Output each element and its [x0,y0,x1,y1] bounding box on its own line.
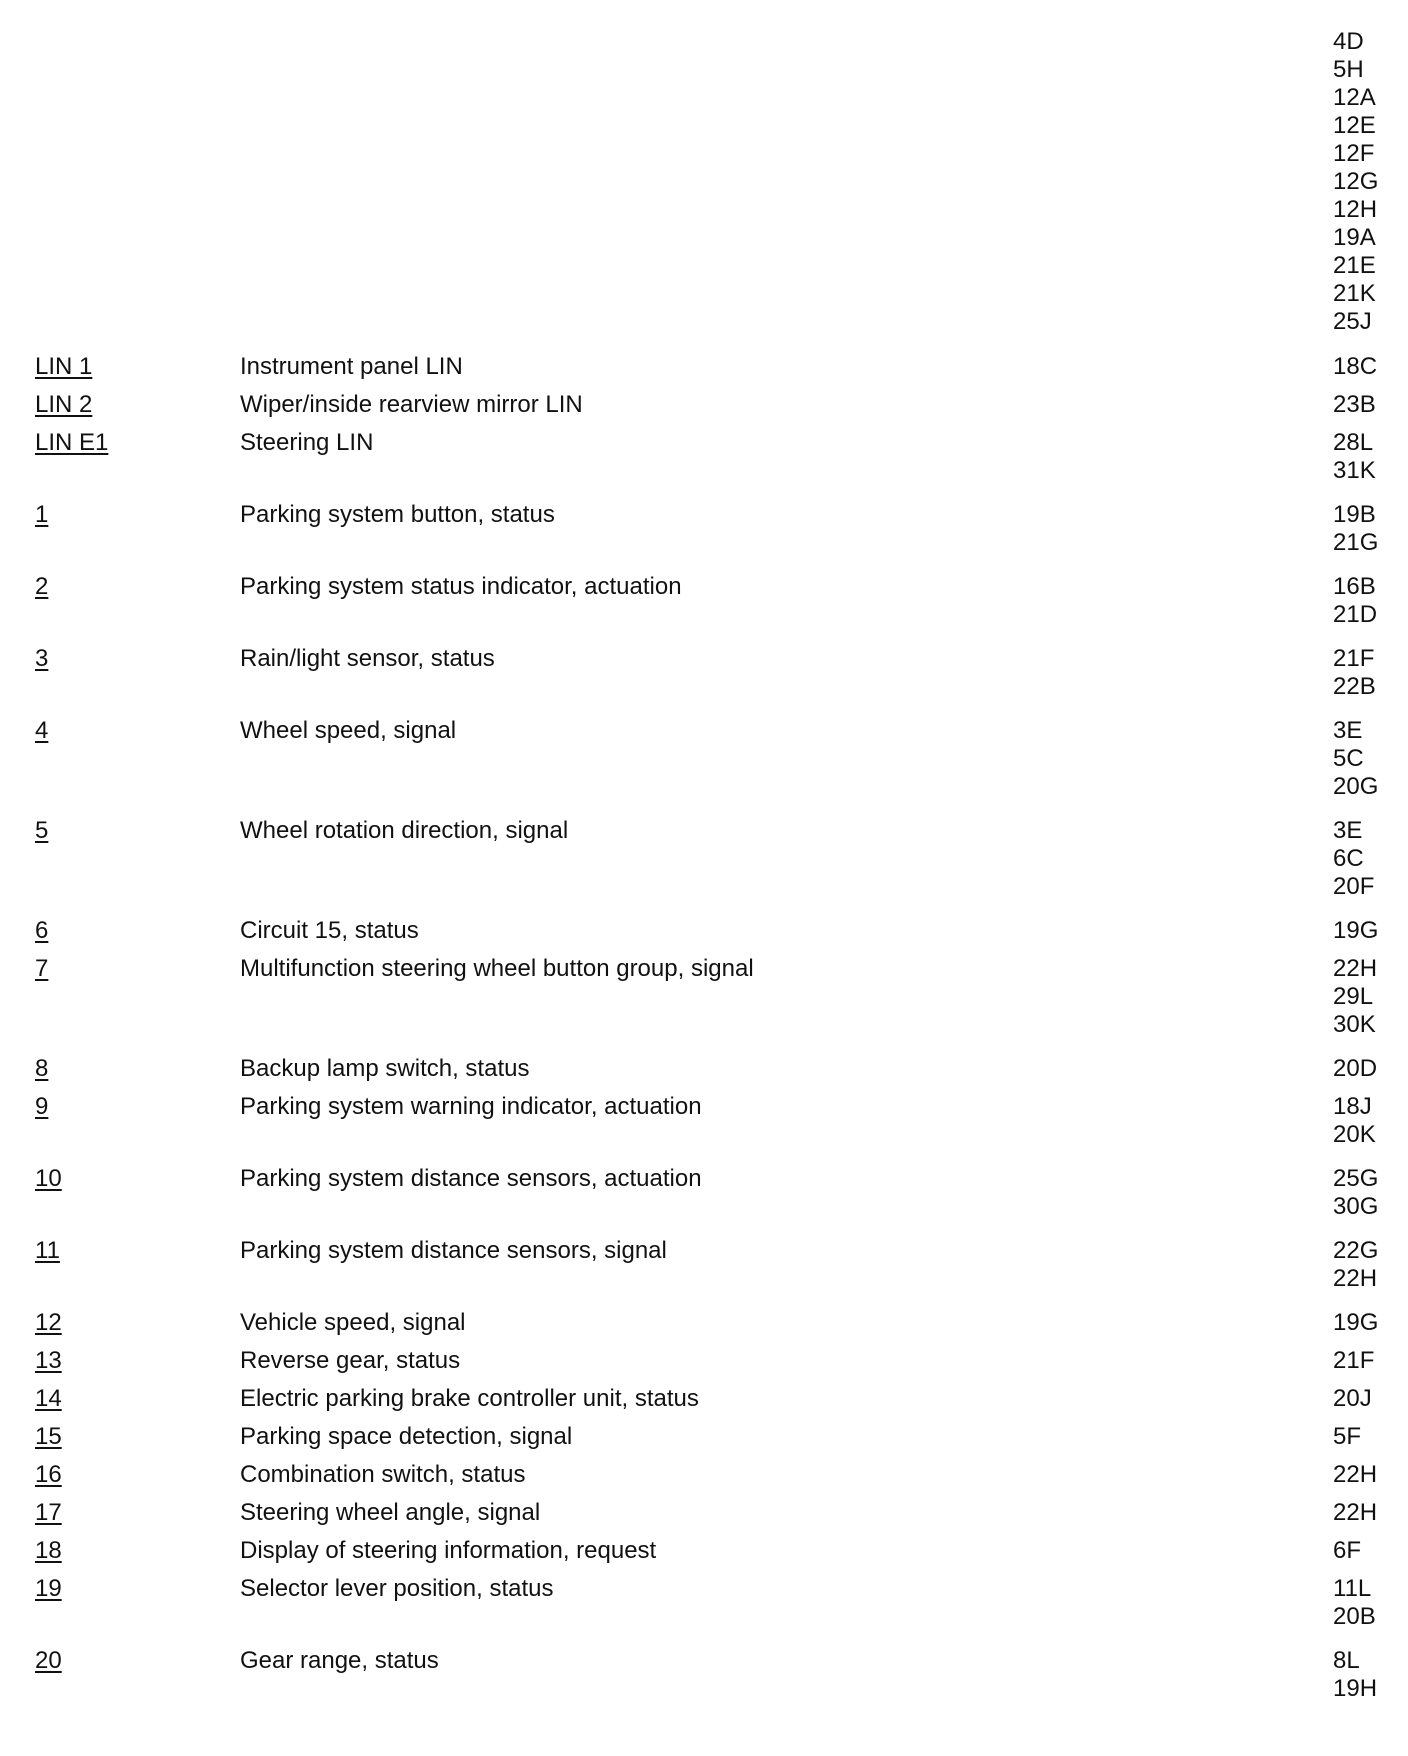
signal-description: Display of steering information, request [240,1537,657,1564]
signal-description: Steering wheel angle, signal [240,1499,541,1526]
signal-reference-list [1333,1093,1376,1149]
page-reference: 19G [1333,1309,1379,1336]
page-reference: 3E [1333,717,1363,744]
page-reference: 5C [1333,745,1364,772]
page-reference: 12A [1333,84,1376,111]
page-reference: 20K [1333,1121,1376,1148]
signal-code-link[interactable]: 19 [35,1575,62,1602]
signal-reference-list [1333,1461,1377,1489]
page-reference: 20D [1333,1055,1378,1082]
signal-code-link[interactable]: LIN 1 [35,353,93,380]
page-reference: 4D [1333,28,1364,55]
signal-reference-list [1333,1575,1376,1631]
page-reference: 21D [1333,601,1378,628]
page-reference: 21G [1333,529,1379,556]
signal-description: Wiper/inside rearview mirror LIN [240,391,583,418]
page-reference: 20F [1333,873,1375,900]
signal-description: Wheel speed, signal [240,717,457,744]
signal-reference-list [1333,1165,1378,1221]
signal-code-link[interactable]: 18 [35,1537,62,1564]
page-reference: 5H [1333,56,1364,83]
page-reference: 5F [1333,1423,1362,1450]
signal-description: Multifunction steering wheel button group, signal [240,955,754,982]
page-reference: 12H [1333,196,1378,223]
signal-code-link[interactable]: 14 [35,1385,62,1412]
page-reference: 12E [1333,112,1376,139]
signal-description: Parking system distance sensors, actuation [240,1165,702,1192]
signal-reference-list [1333,1537,1361,1565]
signal-reference-list [1333,353,1377,381]
page-reference: 21F [1333,1347,1375,1374]
signal-description: Parking space detection, signal [240,1423,573,1450]
page-reference: 12G [1333,168,1379,195]
page-reference: 19G [1333,917,1379,944]
page-reference: 25J [1333,308,1372,335]
signal-code-link[interactable]: 5 [35,817,49,844]
page-reference: 8L [1333,1647,1360,1674]
page-reference: 21E [1333,252,1376,279]
page-reference: 20G [1333,773,1379,800]
page-reference: 28L [1333,429,1374,456]
signal-code-link[interactable]: 13 [35,1347,62,1374]
page-reference: 22H [1333,955,1378,982]
signal-reference-list [1333,1499,1377,1527]
signal-description: Circuit 15, status [240,917,419,944]
page-reference: 21K [1333,280,1376,307]
signal-reference-list [1333,429,1376,485]
signal-code-link[interactable]: 10 [35,1165,62,1192]
signal-code-link[interactable]: LIN 2 [35,391,93,418]
signal-code-link[interactable]: 2 [35,573,49,600]
signal-description: Rain/light sensor, status [240,645,495,672]
page-reference: 3E [1333,817,1363,844]
signal-code-link[interactable]: 17 [35,1499,62,1526]
signal-description: Combination switch, status [240,1461,526,1488]
page-reference: 19B [1333,501,1376,528]
signal-reference-list [1333,1309,1378,1337]
page-reference: 19A [1333,224,1376,251]
page-reference: 18J [1333,1093,1372,1120]
signal-reference-list [1333,645,1376,701]
page-reference: 6C [1333,845,1364,872]
page-reference: 30K [1333,1011,1376,1038]
page-reference: 30G [1333,1193,1379,1220]
page-reference: 22H [1333,1499,1378,1526]
signal-code-link[interactable]: 15 [35,1423,62,1450]
signal-reference-list [1333,817,1374,901]
signal-code-link[interactable]: 11 [35,1237,60,1264]
signal-description: Gear range, status [240,1647,439,1674]
page-reference: 29L [1333,983,1374,1010]
signal-code-link[interactable]: 12 [35,1309,62,1336]
signal-description: Reverse gear, status [240,1347,461,1374]
top-reference-list [1333,28,1378,336]
signal-code-link[interactable]: 7 [35,955,49,982]
signal-reference-list [1333,501,1378,557]
page-reference: 18C [1333,353,1378,380]
page-reference: 23B [1333,391,1376,418]
signal-code-link[interactable]: 1 [35,501,49,528]
signal-reference-list [1333,573,1377,629]
signal-reference-list [1333,917,1378,945]
page-reference: 31K [1333,457,1376,484]
page-reference: 20J [1333,1385,1372,1412]
page-reference: 16B [1333,573,1376,600]
signal-reference-list [1333,955,1377,1039]
page-reference: 22B [1333,673,1376,700]
signal-reference-list [1333,1423,1361,1451]
page-reference: 6F [1333,1537,1362,1564]
signal-description: Steering LIN [240,429,374,456]
signal-reference-list [1333,1647,1377,1703]
signal-description: Parking system status indicator, actuation [240,573,682,600]
signal-description: Parking system warning indicator, actuation [240,1093,702,1120]
signal-code-link[interactable]: LIN E1 [35,429,109,456]
page-reference: 22H [1333,1461,1378,1488]
signal-reference-list [1333,1385,1372,1413]
signal-description: Parking system distance sensors, signal [240,1237,667,1264]
page-reference: 11L [1333,1575,1372,1602]
signal-reference-list [1333,1055,1377,1083]
signal-reference-list [1333,717,1378,801]
signal-description: Selector lever position, status [240,1575,554,1602]
page-reference: 25G [1333,1165,1379,1192]
signal-code-link[interactable]: 9 [35,1093,49,1120]
signal-code-link[interactable]: 6 [35,917,49,944]
signal-code-link[interactable]: 4 [35,717,49,744]
signal-reference-list [1333,391,1376,419]
signal-code-link[interactable]: 8 [35,1055,49,1082]
signal-description: Wheel rotation direction, signal [240,817,569,844]
signal-code-link[interactable]: 20 [35,1647,62,1674]
signal-code-link[interactable]: 3 [35,645,49,672]
page-reference: 20B [1333,1603,1376,1630]
signal-description: Backup lamp switch, status [240,1055,530,1082]
signal-description: Vehicle speed, signal [240,1309,466,1336]
signal-reference-list [1333,1237,1378,1293]
signal-reference-list [1333,1347,1374,1375]
signal-description: Instrument panel LIN [240,353,463,380]
signal-description: Parking system button, status [240,501,555,528]
page-reference: 21F [1333,645,1375,672]
page-reference: 19H [1333,1675,1378,1702]
page-reference: 12F [1333,140,1375,167]
signal-description: Electric parking brake controller unit, status [240,1385,699,1412]
page-reference: 22H [1333,1265,1378,1292]
signal-code-link[interactable]: 16 [35,1461,62,1488]
page-reference: 22G [1333,1237,1379,1264]
